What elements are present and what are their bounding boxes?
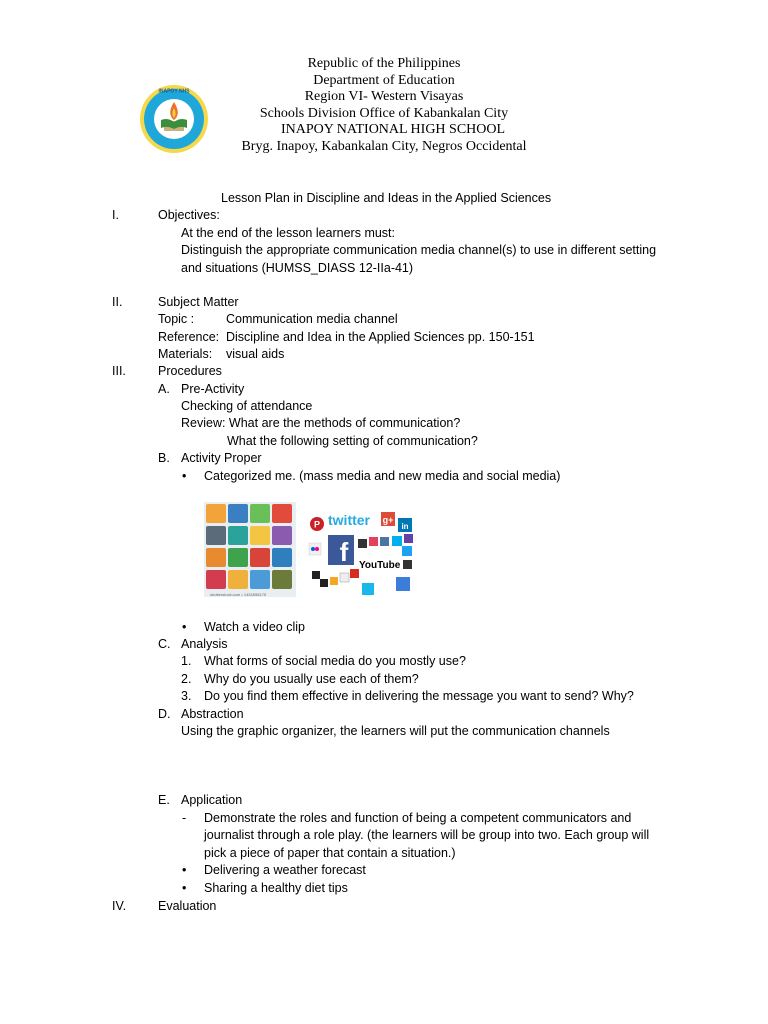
section-label-objectives: Objectives: xyxy=(158,208,220,222)
delicious-icon xyxy=(312,571,320,579)
car-icon xyxy=(228,570,248,589)
materials-value: visual aids xyxy=(226,347,285,361)
computer-icon xyxy=(228,548,248,567)
vimeo-icon xyxy=(362,583,374,595)
topic-value: Communication media channel xyxy=(226,312,398,326)
camera-icon xyxy=(228,526,248,545)
chat-icon xyxy=(404,534,413,543)
application-line-1: Demonstrate the roles and function of being a competent communicators and xyxy=(204,811,632,825)
radio-icon xyxy=(206,548,226,567)
reference-value: Discipline and Idea in the Applied Sciences pp. 150-151 xyxy=(226,330,535,344)
analysis-item-number: 1. xyxy=(181,654,192,668)
rss-icon xyxy=(330,577,338,585)
abstraction-label: Abstraction xyxy=(181,707,244,721)
twitter-logo: twitter xyxy=(328,512,370,528)
linkedin-label: in xyxy=(401,522,409,531)
pre-activity-label: Pre-Activity xyxy=(181,382,245,396)
application-line-3: pick a piece of paper that contain a situation.) xyxy=(204,846,456,860)
dish-icon xyxy=(272,504,292,523)
abstraction-letter: D. xyxy=(158,707,171,721)
pre-activity-letter: A. xyxy=(158,382,170,396)
microphone-icon xyxy=(206,504,226,523)
application-bullet-weather: • Delivering a weather forecast xyxy=(204,862,366,878)
mobile-icon xyxy=(250,526,270,545)
application-letter: E. xyxy=(158,793,170,807)
section-label-subject: Subject Matter xyxy=(158,295,239,309)
application-line-2: journalist through a role play. (the learners will be group into two. Each group will xyxy=(204,828,650,842)
svg-text:INAPOY NHS: INAPOY NHS xyxy=(158,88,190,95)
image-caption: shutterstock.com • 1434598175 xyxy=(210,592,267,597)
section-number-procedures: III. xyxy=(112,364,126,378)
header-line-division: Schools Division Office of Kabankalan City xyxy=(259,105,509,121)
instagram-icon xyxy=(369,537,378,546)
header-line-region: Region VI- Western Visayas xyxy=(304,89,464,104)
google-plus-label: g+ xyxy=(382,515,394,525)
reference-label: Reference: xyxy=(158,330,220,344)
tower-icon xyxy=(272,548,292,567)
objectives-line-1: Distinguish the appropriate communication media channel(s) to use in different setting xyxy=(181,243,657,257)
analysis-label: Analysis xyxy=(181,637,228,651)
headphones-icon xyxy=(250,548,270,567)
section-number-evaluation: IV. xyxy=(112,899,127,913)
mass-media-icons-image xyxy=(204,502,296,597)
app-icon xyxy=(358,539,367,548)
section-label-evaluation: Evaluation xyxy=(158,899,217,913)
film-icon xyxy=(206,570,226,589)
analysis-item-number: 2. xyxy=(181,672,192,686)
section-number-subject: II. xyxy=(112,295,123,309)
vk-icon xyxy=(380,537,389,546)
application-label: Application xyxy=(181,793,243,807)
pre-activity-line-3: What the following setting of communication? xyxy=(227,434,478,448)
activity-bullet-video: • Watch a video clip xyxy=(204,619,305,635)
application-dash: - xyxy=(182,811,187,825)
antenna-icon xyxy=(272,526,292,545)
objectives-line-2: and situations (HUMSS_DIASS 12-IIa-41) xyxy=(181,261,414,275)
header-line-address: Bryg. Inapoy, Kabankalan City, Negros Occidental xyxy=(241,138,527,154)
topic-label: Topic : xyxy=(158,312,195,326)
analysis-item-text: What forms of social media do you mostly use? xyxy=(204,654,466,668)
skype-icon xyxy=(392,536,402,546)
activity-proper-letter: B. xyxy=(158,451,170,465)
analysis-item-text: Do you find them effective in delivering the message you want to send? Why? xyxy=(204,689,634,703)
objectives-intro: At the end of the lesson learners must: xyxy=(181,226,396,240)
activity-bullet-categorize: • Categorized me. (mass media and new media and social media) xyxy=(204,468,560,484)
youtube-label: YouTube xyxy=(359,560,401,571)
section-label-procedures: Procedures xyxy=(158,364,222,378)
pinterest-label: P xyxy=(313,519,321,530)
application-bullet-diet: • Sharing a healthy diet tips xyxy=(204,880,348,896)
letterhead xyxy=(0,56,768,155)
analysis-letter: C. xyxy=(158,637,171,651)
digg-icon xyxy=(396,577,410,591)
messenger-icon xyxy=(402,546,412,556)
share-icon xyxy=(340,573,349,582)
header-line-school: INAPOY NATIONAL HIGH SCHOOL xyxy=(280,122,506,137)
header-line-deped: Department of Education xyxy=(313,72,455,88)
section-number-objectives: I. xyxy=(112,208,119,222)
facebook-label: f xyxy=(339,537,349,567)
pre-activity-line-1: Checking of attendance xyxy=(181,399,313,413)
social-media-logos-image xyxy=(306,505,416,597)
tv-icon xyxy=(272,570,292,589)
dropbox-icon xyxy=(403,560,412,569)
analysis-item-number: 3. xyxy=(181,689,192,703)
header-line-republic: Republic of the Philippines xyxy=(307,56,461,71)
abstraction-line-1: Using the graphic organizer, the learners will put the communication channels xyxy=(181,724,610,738)
reddit-icon xyxy=(350,569,359,578)
disc-icon xyxy=(250,570,270,589)
newspaper-icon xyxy=(206,526,226,545)
pre-activity-line-2: Review: What are the methods of communication? xyxy=(181,416,461,430)
phone-icon xyxy=(228,504,248,523)
satellite-icon xyxy=(250,504,270,523)
activity-proper-label: Activity Proper xyxy=(181,451,262,465)
materials-label: Materials: xyxy=(158,347,213,361)
lesson-plan-title: Lesson Plan in Discipline and Ideas in the Applied Sciences xyxy=(221,191,552,205)
analysis-item-text: Why do you usually use each of them? xyxy=(204,672,419,686)
